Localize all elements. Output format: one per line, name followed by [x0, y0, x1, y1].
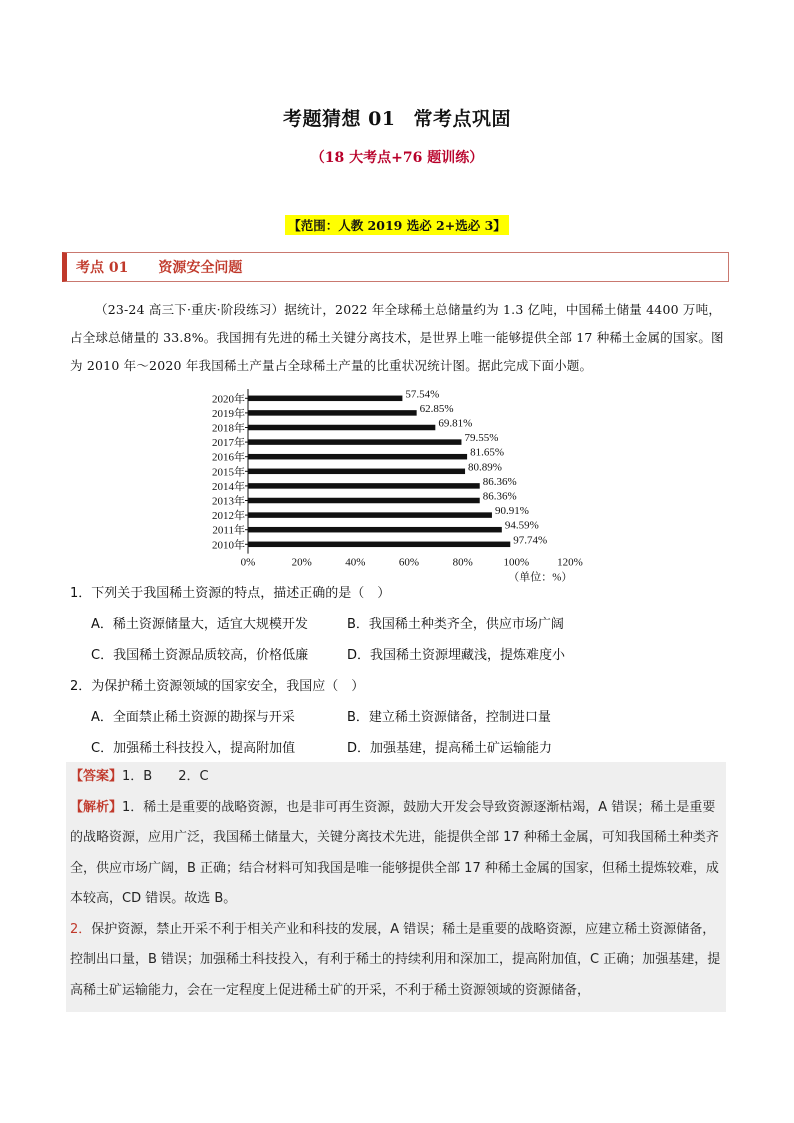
question-1-options-row-2: [70, 640, 750, 671]
category-label-0: 2020年: [212, 393, 245, 406]
value-label-5: 80.89%: [468, 461, 502, 474]
value-label-4: 81.65%: [470, 446, 505, 459]
analysis-tag: 【解析】: [70, 799, 123, 815]
x-tick-label-6: 120%: [557, 556, 583, 569]
analysis-2-text: 保护资源，禁止开采不利于相关产业和科技的发展，A 错误；稀土是重要的战略资源，应建立稀土资源储备，控制出口量，B 错误；加强稀土科技投入，有利于稀土的持续利用和深加工，提高附加值，C 正确；加强基建，提高稀土矿运输能力，会在一定程度上促进稀土矿的开采，不利于稀土资源领域的资源储备，: [70, 921, 721, 998]
category-label-5: 2015年: [212, 466, 245, 479]
bar-5: [248, 469, 465, 475]
page-subtitle: （18 大考点+76 题训练）: [310, 150, 484, 166]
page-title: [0, 104, 794, 131]
value-label-8: 90.91%: [494, 505, 529, 518]
bar-9: [248, 527, 502, 533]
x-tick-label-1: 20%: [291, 556, 312, 569]
bar-7: [248, 498, 480, 504]
bar-4: [248, 454, 467, 460]
analysis-1: [70, 793, 726, 915]
value-label-10: 97.74%: [513, 534, 548, 547]
x-tick-label-3: 60%: [398, 556, 420, 569]
category-label-2: 2018年: [212, 422, 245, 435]
question-2-options-row-2: [70, 733, 750, 764]
x-tick-label-5: 100%: [503, 556, 530, 569]
x-tick-label-4: 80%: [452, 556, 473, 569]
rare-earth-share-chart: [190, 383, 610, 584]
analysis-2: [70, 915, 726, 1007]
category-label-10: 2010年: [212, 539, 245, 552]
bar-10: [248, 542, 510, 548]
unit-label: （单位：%）: [508, 571, 573, 584]
section-name: 资源安全问题: [158, 260, 243, 276]
title-sub: 常考点巩固: [413, 108, 512, 130]
category-label-3: 2017年: [212, 437, 245, 450]
question-1-option-a: A．稀土资源储量大，适宜大规模开发: [91, 617, 308, 632]
question-1-option-b: B．我国稀土种类齐全，供应市场广阔: [347, 617, 564, 632]
section-header: [62, 252, 729, 282]
answer-tag: 【答案】: [70, 769, 123, 784]
question-list: [70, 578, 750, 764]
bar-8: [248, 512, 492, 518]
answer-value: 1．B 2．C: [122, 769, 209, 784]
question-1-stem: 1．下列关于我国稀土资源的特点，描述正确的是（ ）: [70, 586, 391, 601]
category-label-9: 2011年: [212, 524, 245, 537]
section-number: 考点 01: [76, 260, 129, 276]
bar-1: [248, 410, 417, 416]
question-2-stem: 2．为保护稀土资源领域的国家安全，我国应（ ）: [70, 679, 365, 694]
answer-panel: [70, 762, 726, 1006]
bar-3: [248, 439, 461, 445]
range-banner: [0, 215, 794, 235]
value-label-6: 86.36%: [482, 475, 517, 488]
range-label: 【范围：人教 2019 选必 2+选必 3】: [285, 215, 509, 235]
question-2-option-d: D．加强基建，提高稀土矿运输能力: [347, 741, 553, 756]
value-label-9: 94.59%: [504, 519, 539, 532]
category-label-6: 2014年: [212, 480, 245, 493]
value-label-0: 57.54%: [405, 388, 440, 401]
question-1-option-d: D．我国稀土资源埋藏浅，提炼难度小: [347, 648, 566, 663]
question-2-option-a: A．全面禁止稀土资源的勘探与开采: [91, 710, 295, 725]
value-label-7: 86.36%: [482, 490, 517, 503]
analysis-1-text: 1．稀土是重要的战略资源，也是非可再生资源，鼓励大开发会导致资源逐渐枯竭，A 错误；稀土是重要的战略资源，应用广泛，我国稀土储量大，关键分离技术先进，能提供全部 17 种稀土金属，可知我国稀土种类齐全，供应市场广阔，B 正确；结合材料可知我国是唯一能够提供全部 17 种稀土金属的国家，但稀土提炼较难，成本较高，CD 错误。故选 B。: [70, 799, 719, 906]
bar-6: [248, 483, 480, 489]
category-label-8: 2012年: [212, 510, 245, 523]
question-1-option-c: C．我国稀土资源品质较高，价格低廉: [91, 648, 309, 663]
answer-line: [70, 762, 726, 793]
analysis-2-number: 2．: [70, 921, 92, 937]
x-tick-label-2: 40%: [345, 556, 366, 569]
bar-0: [248, 396, 402, 402]
question-passage: （23-24 高三下·重庆·阶段练习）据统计，2022 年全球稀土总储量约为 1.3 亿吨，中国稀土储量 4400 万吨，占全球总储量的 33.8%。我国拥有先进的稀土关键分离技术，是世界上唯一能够提供全部 17 种稀土金属的国家。图为 2010 年～2020 年我国稀土产量占全球稀土产量的比重状况统计图。据此完成下面小题。: [70, 302, 724, 373]
value-label-2: 69.81%: [438, 417, 473, 430]
title-main: 考题猜想 01: [282, 108, 396, 130]
category-label-4: 2016年: [212, 451, 245, 464]
question-2-option-b: B．建立稀土资源储备，控制进口量: [347, 710, 551, 725]
x-tick-label-0: 0%: [240, 556, 256, 569]
value-label-1: 62.85%: [419, 402, 454, 415]
category-label-1: 2019年: [212, 407, 245, 420]
category-label-7: 2013年: [212, 495, 245, 508]
question-1-options-row-1: [70, 609, 750, 640]
question-2-options-row-1: [70, 702, 750, 733]
value-label-3: 79.55%: [464, 432, 499, 445]
bar-2: [248, 425, 435, 431]
question-2-option-c: C．加强稀土科技投入，提高附加值: [91, 741, 296, 756]
